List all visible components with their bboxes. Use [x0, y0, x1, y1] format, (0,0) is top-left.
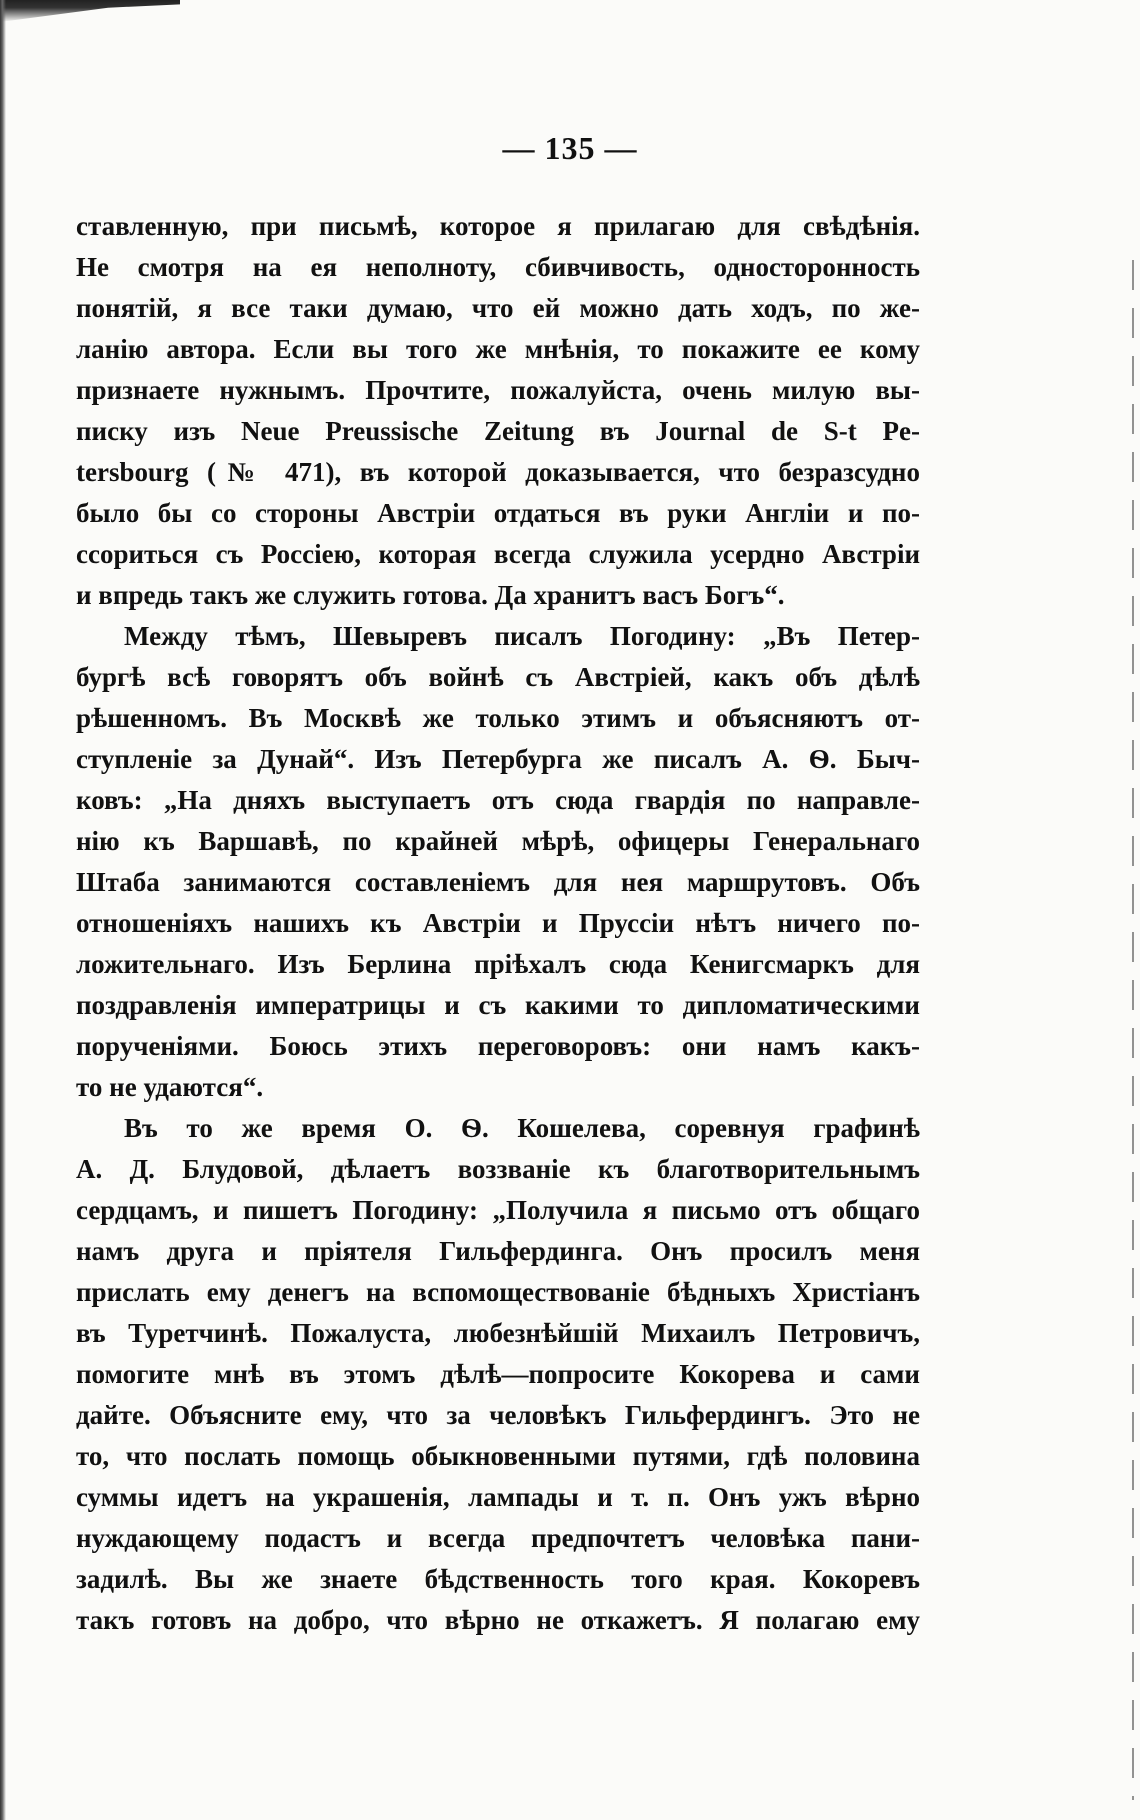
text-line: нію къ Варшавѣ, по крайней мѣрѣ, офицеры Генеральнаго	[76, 826, 920, 856]
page-number: — 135 —	[502, 130, 638, 166]
text-line: поздравленія императрицы и съ какими то дипломатическими	[76, 990, 920, 1020]
text-line: то не удаются“.	[76, 1072, 264, 1102]
text-line: А. Д. Блудовой, дѣлаетъ воззваніе къ благотворительнымъ	[76, 1154, 920, 1184]
text-line: признаете нужнымъ. Прочтите, пожалуйста, очень милую вы-	[76, 375, 920, 405]
text-line: Между тѣмъ, Шевыревъ писалъ Погодину: „Въ Петер-	[124, 621, 920, 651]
text-line: рѣшенномъ. Въ Москвѣ же только этимъ и объясняютъ от-	[76, 703, 920, 733]
text-line: писку изъ Neue Preussische Zeitung въ Journal de S-t Pe-	[76, 416, 920, 446]
scan-edge-left	[0, 0, 6, 1820]
text-line: ступленіе за Дунай“. Изъ Петербурга же писалъ А. Ѳ. Быч-	[76, 744, 920, 774]
text-line: то, что послать помощь обыкновенными путями, гдѣ половина	[76, 1441, 920, 1471]
text-line: сердцамъ, и пишетъ Погодину: „Получила я письмо отъ общаго	[76, 1195, 920, 1225]
text-line: задилѣ. Вы же знаете бѣдственность того края. Кокоревъ	[76, 1564, 920, 1594]
text-line: Штаба занимаются составленіемъ для нея маршрутовъ. Объ	[76, 867, 920, 897]
text-line: такъ готовъ на добро, что вѣрно не откажетъ. Я полагаю ему	[76, 1605, 920, 1635]
text-line: дайте. Объясните ему, что за человѣкъ Гильфердингъ. Это не	[76, 1400, 920, 1430]
text-line: и впредь такъ же служить готова. Да хранитъ васъ Богъ“.	[76, 580, 785, 610]
text-line: прислать ему денегъ на вспомоществованіе бѣдныхъ Христіанъ	[76, 1277, 920, 1307]
text-line: бургѣ всѣ говорятъ объ войнѣ съ Австріей, какъ объ дѣлѣ	[76, 662, 920, 692]
body-text	[76, 206, 920, 1641]
scan-edge-top	[0, 0, 180, 22]
text-line: было бы со стороны Австріи отдаться въ руки Англіи и по-	[76, 498, 920, 528]
text-line: ссориться съ Россіею, которая всегда служила усердно Австріи	[76, 539, 920, 569]
text-line: ланію автора. Если вы того же мнѣнія, то покажите ее кому	[76, 334, 920, 364]
text-line: ложительнаго. Изъ Берлина пріѣхалъ сюда Кенигсмаркъ для	[76, 949, 920, 979]
text-line: tersbourg (№ 471), въ которой доказывается, что безразсудно	[76, 457, 920, 487]
text-line: ставленную, при письмѣ, которое я прилагаю для свѣдѣнія.	[76, 211, 920, 241]
text-line: отношеніяхъ нашихъ къ Австріи и Пруссіи нѣтъ ничего по-	[76, 908, 920, 938]
text-line: Въ то же время О. Ѳ. Кошелева, соревнуя графинѣ	[124, 1113, 920, 1143]
scan-edge-right	[1132, 260, 1134, 1800]
text-line: порученіями. Боюсь этихъ переговоровъ: они намъ какъ-	[76, 1031, 920, 1061]
text-line: понятій, я все таки думаю, что ей можно дать ходъ, по же-	[76, 293, 920, 323]
text-line: помогите мнѣ въ этомъ дѣлѣ—попросите Кокорева и сами	[76, 1359, 920, 1389]
text-line: ковъ: „На дняхъ выступаетъ отъ сюда гвардія по направле-	[76, 785, 920, 815]
text-line: намъ друга и пріятеля Гильфердинга. Онъ просилъ меня	[76, 1236, 920, 1266]
text-line: нуждающему подастъ и всегда предпочтетъ человѣка пани-	[76, 1523, 920, 1553]
text-line: въ Туретчинѣ. Пожалуста, любезнѣйшій Михаилъ Петровичъ,	[76, 1318, 920, 1348]
text-line: Не смотря на ея неполноту, сбивчивость, односторонность	[76, 252, 920, 282]
text-line: суммы идетъ на украшенія, лампады и т. п. Онъ ужъ вѣрно	[76, 1482, 920, 1512]
